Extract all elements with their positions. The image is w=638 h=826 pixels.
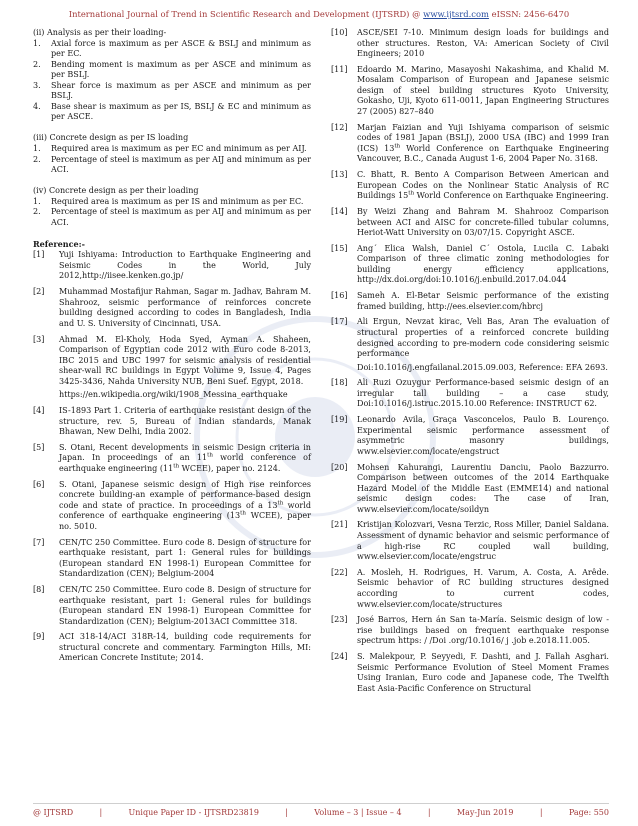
reference-item	[331, 244, 609, 286]
journal-issn: eISSN: 2456-6470	[488, 9, 570, 19]
reference-item	[331, 652, 609, 694]
ordinal-suffix: th	[277, 500, 284, 507]
reference-text	[357, 28, 609, 60]
reference-item	[331, 463, 609, 516]
reference-list	[33, 250, 311, 664]
list-item-number: 2.	[33, 154, 41, 164]
reference-body: S. Otani, Recent developments in seismic Design criteria in Japan. In proceedings of an 11	[59, 442, 311, 463]
reference-text	[59, 443, 311, 475]
reference-body: Ali Ergun, Nevzat kirac, Veli Bas, Aran The evaluation of structural properties of a reinforced concrete building designed according to pre-modern code considering seismic performance	[357, 317, 609, 359]
reference-number: [2]	[33, 287, 45, 297]
reference-number: [9]	[33, 632, 45, 642]
reference-number: [24]	[331, 652, 348, 662]
reference-item	[331, 28, 609, 60]
reference-number: [16]	[331, 291, 348, 301]
reference-body: WCEE), paper no. 5010.	[59, 511, 311, 531]
reference-text	[357, 291, 609, 312]
reference-number: [10]	[331, 28, 348, 37]
reference-item	[33, 585, 311, 627]
journal-link[interactable]: www.ijtsrd.com	[423, 9, 489, 19]
ordinal-suffix: th	[173, 463, 180, 470]
reference-item	[331, 291, 609, 312]
list-item-text: Bending moment is maximum as per ASCE and minimum as per BSLJ.	[51, 59, 311, 80]
reference-number: [15]	[331, 243, 348, 253]
ordinal-suffix: th	[394, 143, 401, 150]
ordinal-suffix: th	[408, 190, 415, 197]
list-item	[33, 197, 311, 208]
list-item	[33, 60, 311, 81]
reference-text	[59, 250, 311, 282]
reference-text	[357, 520, 609, 562]
footer-page: Page: 550	[568, 808, 609, 817]
reference-item	[33, 287, 311, 329]
ordinal-suffix: th	[240, 510, 246, 517]
reference-body: World Conference on Earthquake Engineering Vancouver, B.C., Canada August 1-6, 2004 Paper No. 3168.	[357, 143, 609, 164]
reference-text	[357, 65, 609, 118]
reference-item	[331, 520, 609, 562]
reference-heading: Reference:-	[33, 238, 85, 249]
reference-item	[33, 335, 311, 401]
reference-link: https://en.wikipedia.org/wiki/1908_Messina_earthquake	[59, 390, 288, 400]
reference-number: [18]	[331, 378, 348, 388]
reference-number: [17]	[331, 317, 348, 327]
reference-link: Doi:10.1016/j.engfailanal.2015.09.003, Reference: EFA 2693.	[357, 362, 608, 372]
list-item	[33, 39, 311, 60]
footer-divider	[33, 803, 609, 804]
journal-title: International Journal of Trend in Scientific Research and Development (IJTSRD) @	[68, 9, 424, 19]
reference-item	[331, 123, 609, 165]
reference-text	[59, 538, 311, 580]
reference-item	[33, 406, 311, 438]
reference-body: World Conference on Earthquake Engineering.	[414, 191, 609, 201]
right-column	[331, 28, 609, 699]
ordinal-suffix: th	[207, 452, 213, 459]
footer-paper-id: Unique Paper ID - IJTSRD23819	[128, 808, 259, 817]
section-title: (iii) Concrete design as per IS loading	[33, 133, 189, 143]
reference-body: world conference of earthquake engineering (11	[59, 453, 312, 473]
reference-text	[357, 378, 609, 410]
reference-body: Muhammad Mostafijur Rahman, Sagar m. Jadhav, Bahram M. Shahrooz, seismic performance of reinforces concrete building designed according to codes in Bangladesh, India and U. S. University of Cincinnati, USA.	[59, 287, 311, 328]
reference-text	[59, 406, 311, 438]
reference-text	[357, 317, 609, 373]
reference-body: Kristijan Kolozvari, Vesna Terzic, Ross Miller, Daniel Saldana. Assessment of dynamic behavior and seismic performance of a high-rise RC coupled wall building, www.elsevier.com/locate/engstruc	[357, 520, 609, 562]
reference-text	[357, 463, 609, 516]
footer-date: May-Jun 2019	[456, 808, 514, 817]
reference-item	[331, 415, 609, 457]
section-title: (ii) Analysis as per their loading-	[33, 28, 167, 37]
reference-body: Sameh A. El-Betar Seismic performance of the existing framed building, http://ees.elsevier.com/hbrcj	[357, 291, 609, 311]
list-item	[33, 144, 311, 155]
reference-body: IS-1893 Part 1. Criteria of earthquake resistant design of the structure, rev. 5, Bureau of Indian standards, Manak Bhawan, New Delhi, India 2002.	[59, 406, 311, 437]
reference-number: [23]	[331, 615, 348, 625]
list-item-number: 1.	[33, 196, 41, 206]
reference-number: [7]	[33, 537, 45, 547]
reference-body: ASCE/SEI 7-10. Minimum design loads for buildings and other structures. Reston, VA: American Society of Civil Engineers; 2010	[357, 28, 609, 59]
list-item	[33, 155, 311, 176]
list-item-text: Percentage of steel is maximum as per AIJ and minimum as per ACI.	[51, 154, 311, 175]
footer-journal: @ IJTSRD	[33, 808, 74, 817]
reference-body: WCEE), paper no. 2124.	[179, 463, 281, 473]
reference-body: José Barros, Hern án San ta-María. Seismic design of low -rise buildings based on frequent earthquake response spectrum https: / /Doi .org/10.1016/ j .job e.2018.11.005.	[357, 615, 609, 646]
list-item-number: 1.	[33, 143, 41, 153]
reference-item	[33, 250, 311, 282]
reference-item	[331, 615, 609, 647]
left-column	[33, 28, 311, 669]
design-is-list	[33, 144, 311, 176]
reference-item	[331, 568, 609, 610]
list-item-text: Base shear is maximum as per IS, BSLJ & EC and minimum as per ASCE.	[51, 101, 311, 122]
reference-item	[331, 317, 609, 373]
reference-text	[357, 415, 609, 457]
reference-number: [13]	[331, 170, 348, 180]
reference-body: By Weizi Zhang and Bahram M. Shahrooz Comparison between ACI and AISC for concrete-filled tubular columns, Heriot-Watt University on 03/07/15. Copyright ASCE.	[357, 206, 609, 238]
list-item-number: 3.	[33, 80, 41, 90]
list-item-text: Shear force is maximum as per ASCE and minimum as per BSLJ.	[51, 80, 311, 101]
reference-number: [4]	[33, 406, 45, 416]
reference-body: Mohsen Kahurangi, Laurentiu Danciu, Paolo Bazzurro. Comparison between outcomes of the 2014 Earthquake Hazard Model of the Middle East (EMME14) and national seismic design codes: The case of Iran, www.elsevier.com/locate/soildyn	[357, 462, 609, 514]
reference-number: [1]	[33, 250, 45, 260]
reference-number: [11]	[331, 64, 348, 74]
reference-number: [21]	[331, 520, 348, 530]
page-header	[0, 9, 638, 19]
reference-number: [14]	[331, 206, 348, 216]
reference-item	[33, 443, 311, 475]
reference-body: C. Bhatt, R. Bento A Comparison Between American and European Codes on the Nonlinear Static Analysis of RC Buildings 15	[357, 170, 609, 201]
reference-body: world conference of earthquake engineering (13	[59, 500, 311, 521]
list-item-number: 2.	[33, 59, 41, 69]
reference-number: [20]	[331, 462, 348, 472]
reference-text	[59, 585, 311, 627]
list-item	[33, 102, 311, 123]
analysis-list	[33, 39, 311, 123]
reference-number: [3]	[33, 334, 45, 344]
list-item-number: 2.	[33, 207, 41, 217]
reference-number: [8]	[33, 584, 45, 594]
reference-text	[357, 123, 609, 165]
reference-text	[59, 287, 311, 329]
reference-list	[331, 28, 609, 694]
reference-text	[357, 170, 609, 202]
reference-number: [22]	[331, 567, 348, 577]
reference-body: S. Otani, Japanese seismic design of High rise reinforces concrete building-an example of performance-based design code and state of practice. In proceedings of a 13	[59, 479, 311, 510]
reference-body: Leonardo Avila, Graça Vasconcelos, Paulo B. Lourenço. Experimental seismic performance assessment of asymmetric masonry buildings, www.elsevier.com/locate/engstruct	[357, 415, 609, 456]
list-item-number: 4.	[33, 101, 41, 111]
reference-text	[59, 480, 311, 533]
section-title: (iv) Concrete design as per their loading	[33, 186, 199, 196]
reference-text	[357, 568, 609, 610]
reference-item	[331, 170, 609, 202]
reference-text	[59, 632, 311, 664]
reference-item	[33, 632, 311, 664]
list-item	[33, 81, 311, 102]
design-own-list	[33, 197, 311, 229]
reference-body: CEN/TC 250 Committee. Euro code 8. Design of structure for earthquake resistant, part 1: General rules for buildings (European standard EN 1998-1) European Committee for Standardization (CEN); Belgium-2004	[59, 537, 311, 579]
list-item	[33, 207, 311, 228]
list-item-text: Axial force is maximum as per ASCE & BSLJ and minimum as per EC.	[51, 38, 311, 59]
list-item-text: Required area is maximum as per EC and minimum as per AIJ.	[51, 143, 307, 153]
reference-number: [6]	[33, 479, 45, 489]
reference-text	[357, 615, 609, 647]
reference-text	[357, 652, 609, 694]
reference-body: CEN/TC 250 Committee. Euro code 8. Design of structure for earthquake resistant, part 1: General rules for buildings (European standard EN 1998-1) European Committee for Standardization (CEN); Belgium-2013ACI Committee 318.	[59, 584, 311, 626]
reference-body: Marjan Faizian and Yuji Ishiyama comparison of seismic codes of 1981 Japan (BSLJ), 2000 USA (IBC) and 1999 Iran (ICS) 13	[357, 122, 609, 153]
reference-item	[331, 378, 609, 410]
reference-body: ACI 318-14/ACI 318R-14, building code requirements for structural concrete and commentary. Farmington Hills, MI: American Concrete Institute; 2014.	[59, 632, 311, 663]
reference-number: [12]	[331, 122, 348, 132]
list-item-number: 1.	[33, 38, 41, 48]
page-footer: @ IJTSRD | Unique Paper ID - IJTSRD23819 | Volume – 3 | Issue – 4 | May-Jun 2019 | Page: 550	[33, 808, 609, 817]
reference-body: Ali Ruzi Ozuygur Performance-based seismic design of an irregular tall building – a case study, Doi:10.1016/j.istruc.2015.10.00 Reference: INSTRUCT 62.	[357, 378, 609, 409]
reference-item	[33, 538, 311, 580]
reference-body: Yuji Ishiyama: Introduction to Earthquake Engineering and Seismic Codes in the World, July 2012,http://iisee.kenken.go.jp/	[59, 250, 311, 281]
reference-body: Edoardo M. Marino, Masayoshi Nakashima, and Khalid M. Mosalam Comparison of European and Japanese seismic design of steel building structures Kyoto University, Gokasho, Uji, Kyoto 611-0011, Japan Engineering Structures 27 (2005) 827–840	[357, 64, 609, 117]
footer-volume: Volume – 3 | Issue – 4	[314, 808, 402, 817]
list-item-text: Required area is maximum as per IS and minimum as per EC.	[51, 196, 304, 206]
reference-text	[357, 207, 609, 239]
list-item-text: Percentage of steel is maximum as per AIJ and minimum as per ACI.	[51, 207, 311, 227]
reference-number: [19]	[331, 415, 348, 425]
reference-body: Ang´ Elica Walsh, Daniel C´ Ostola, Lucila C. Labaki Comparison of three climatic zoning methodologies for building energy efficiency applications, http://dx.doi.org/doi:10.1016/j.enbuild.2017.04.044	[357, 243, 609, 285]
reference-body: Ahmad M. El-Kholy, Hoda Syed, Ayman A. Shaheen, Comparison of Egyptian code 2012 with Euro code 8-2013, IBC 2015 and UBC 1997 for seismic analysis of residential shear-wall RC buildings in Egypt Volume 9, Issue 4, Pages 3425-3436, Nahda University NUB, Beni Suef. Egypt, 2018.	[59, 334, 311, 386]
reference-body: S. Malekpour, P. Seyyedi, F. Dashti, and J. Fallah Asghari. Seismic Performance Evolution of Steel Moment Frames Using Iranian, Euro code and Japanese code, The Twelfth East Asia-Pacific Conference on Structural	[357, 652, 609, 693]
reference-text	[357, 244, 609, 286]
reference-item	[33, 480, 311, 533]
reference-item	[331, 207, 609, 239]
reference-item	[331, 65, 609, 118]
reference-text	[59, 335, 311, 401]
reference-number: [5]	[33, 442, 45, 452]
reference-body: A. Mosleh, H. Rodrigues, H. Varum, A. Costa, A. Arêde. Seismic behavior of RC building structures designed according to current codes, www.elsevier.com/locate/structures	[357, 567, 609, 609]
